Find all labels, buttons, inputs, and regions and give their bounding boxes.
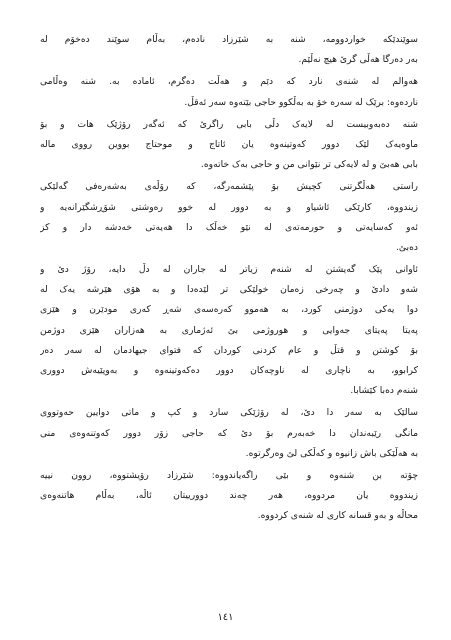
text-line: راستی هەڵگرتنی کچیش بۆ پێشمەرگە، کە رۆڵەی بەشەرەفی گەلێکی [40,181,418,193]
text-line: بە هەڵێکی باش زانیوە و کەڵکی لێ وەرگرتوە. [245,447,418,459]
text-line: سوێندێکە خواردوومە، شنە بە شێرزاد نادەم، بەڵام سوێند دەخۆم لە [40,34,418,45]
page-text [40,30,418,590]
text-line: ماوەیەک لێک دوور کەوتینەوە یان ئاتاج و موحتاج بووین رووی مالە [40,138,418,150]
text-line: زیندووە یان مردووە، هەر چەند دوورییتان ئاڵە، بەڵام هاتنەوەی [40,490,418,502]
text-line: ئاوانی پێک گەیشتن لە شنەم زیاتر لە جاران لە دڵ دایە، رۆژ دێ و [40,264,418,276]
text-line: دوا یەکی دوژمنی کورد، بە هەموو کەرەسەی شەڕ کەری مودێرن و هێزی [40,304,418,316]
text-line: هەوالم لە شنەی نارد کە دێم و هەڵت دەگرم، ئامادە بە. شنە وەڵامی [40,76,418,88]
paragraph-2 [40,72,418,112]
text-line: محاڵە و بەو قسانە کاری لە شنەی کردووە. [257,510,418,522]
paragraph-6 [40,403,418,464]
paragraph-1 [40,30,418,70]
text-line: زیندووە، کارێکی ئاشیاو و بە دوور لە خوو رەوشتی شۆڕشگێرانەیە و [40,201,418,213]
page-number: ١٤١ [217,612,234,623]
text-line: شەو دادێ و چەرخی زەمان خولێکی تر لێدەدا و بە هۆی هێرشە یەک لە [40,284,418,296]
paragraph-4 [40,177,418,258]
text-line: دەبێ. [395,241,418,253]
text-line: چۆتە بن شنەوە و بێی راگەیاندووە: شێرزاد رۆیشتووە، روون نییە [40,469,418,481]
paragraph-7 [40,466,418,527]
text-line: بۆ کوشتن و قتڵ و عام کردنی کوردان کە فتوای جیهادمان لە سەر دەر [40,344,418,356]
text-line: ئەو کەسایەتی و حورمەتەی لە نێو خەڵک دا هەیەتی خەدشە دار و کز [40,221,418,233]
paragraph-3 [40,115,418,176]
text-line: شنەم دەبا کێشابا. [350,385,418,397]
text-line: شنە دەبەوبیست لە لایەک دڵی بابی راگرێ کە ئەگەر رۆژێک هات و بۆ [40,118,418,130]
text-line: سالێک بە سەر دا دێ، لە رۆژێکی سارد و کپ و ماتی دوایین حەوتووی [40,407,418,419]
text-line: کرابوو، بە ناچاری لە ناوچەکان دوور دەکەوتینەوە و بەوپێیەش دووری [40,365,418,376]
text-line: مانگی رێبەندان دا خەبەرم بۆ دێ کە حاجی زۆر دوور کەوتنەوەی منی [40,427,418,439]
text-line: پەیتا پەیتای جەوایی و هوروژمی بێ ئەژماری بە هەزاران هێزی دوژمن [40,324,418,336]
text-line: بابی هەبێ و لە لایەکی تر نێوانی من و حاجی بەک خاتەوە. [200,159,418,171]
text-line: بەر دەرگا هەڵی گرێ هیچ نەڵێم. [298,54,418,66]
text-line: ناردەوە: برێک لە سەرە خۆ بە بەڵکوو حاجی بێتەوە سەر ئەقڵ. [184,96,418,108]
paragraph-5 [40,260,418,401]
